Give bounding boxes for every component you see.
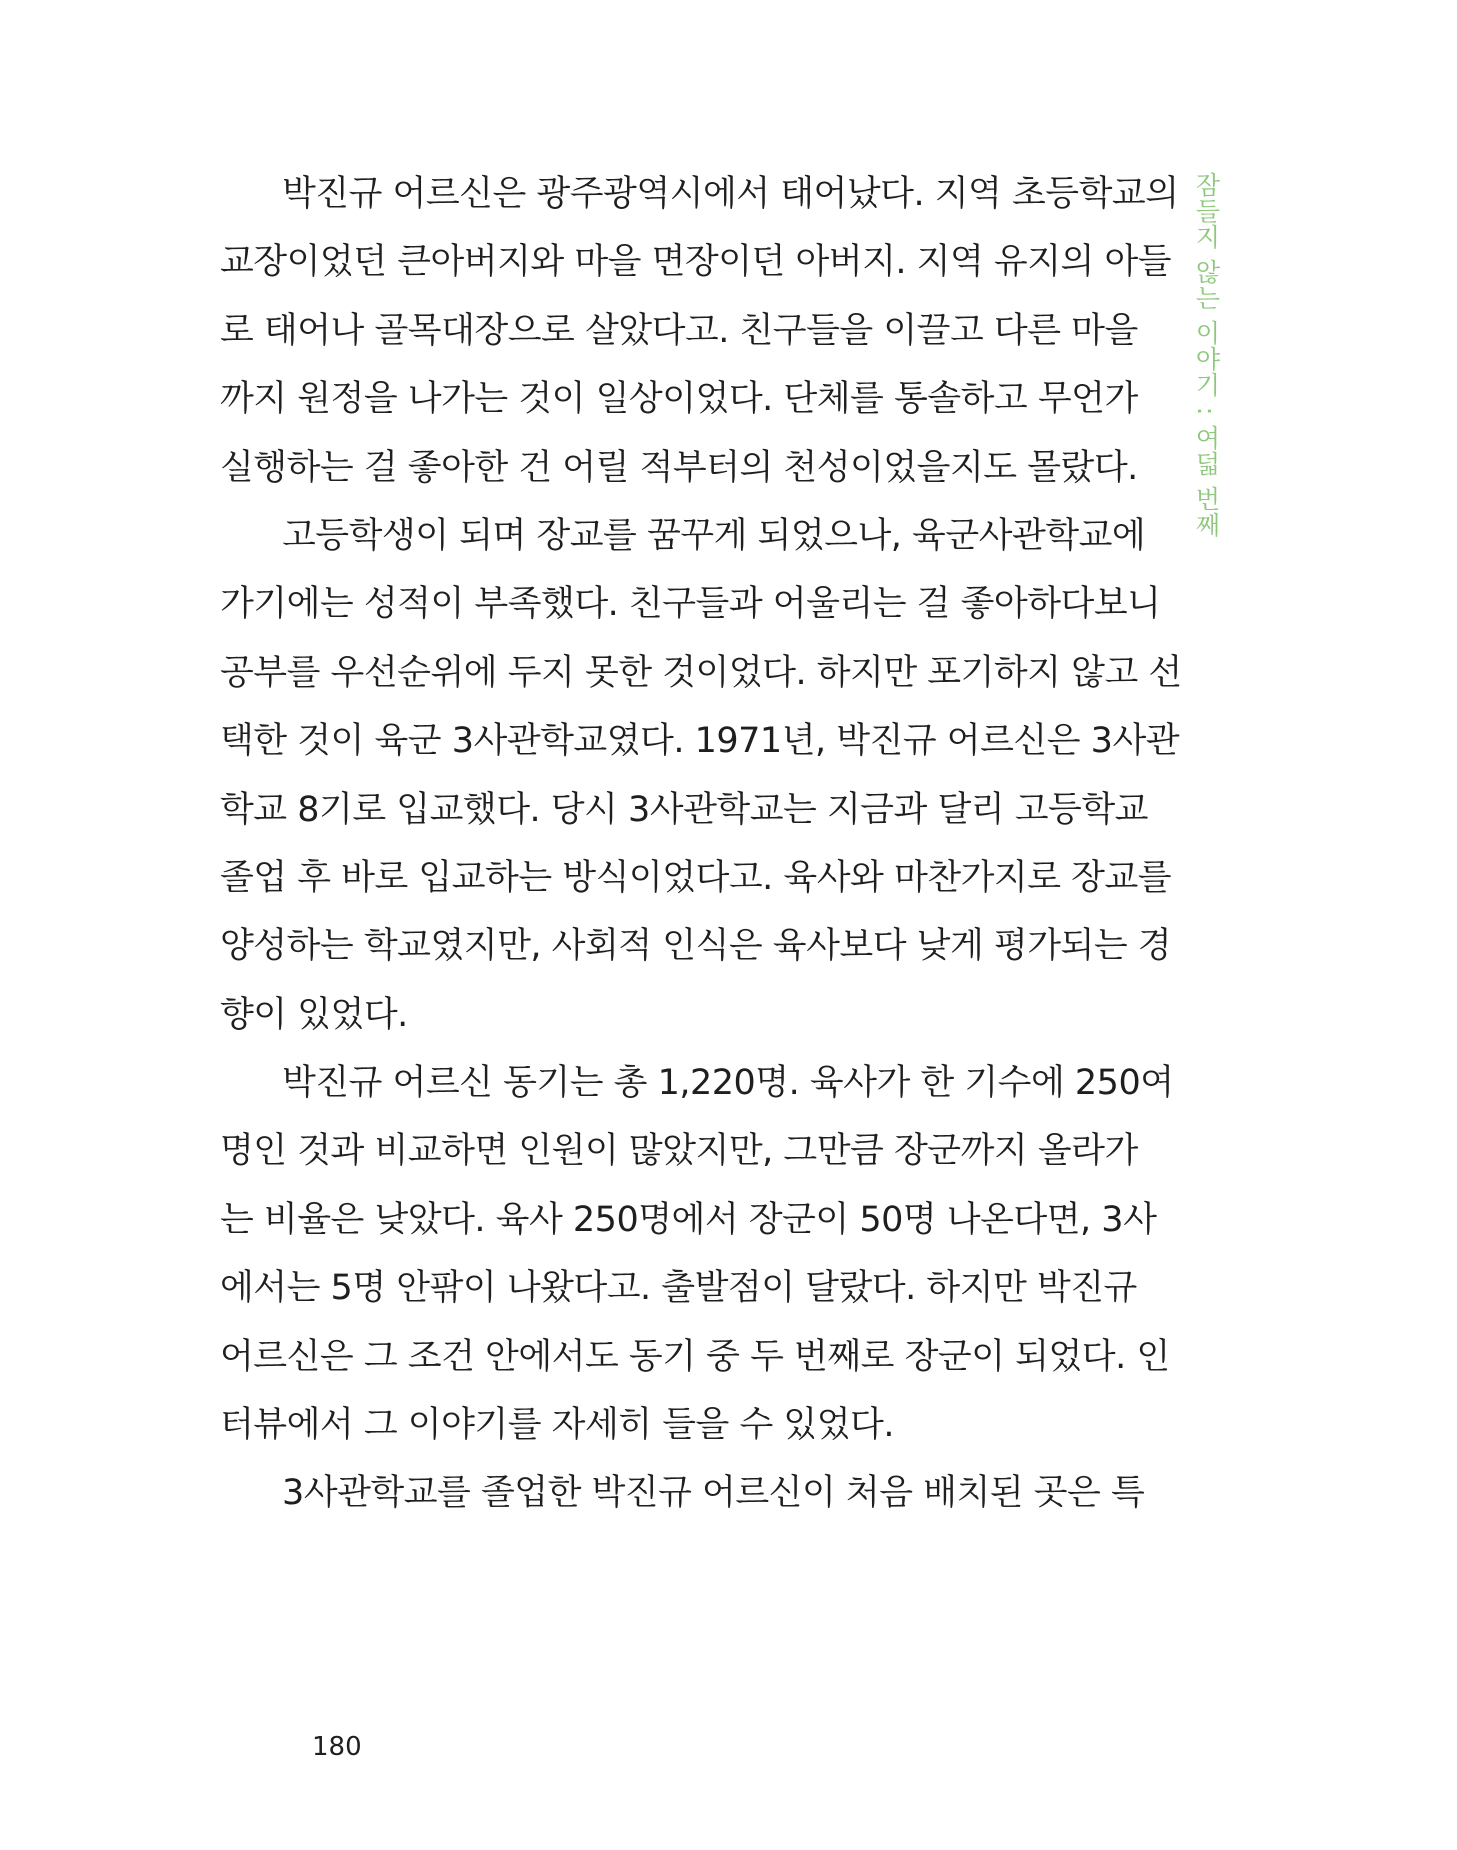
text-line: 로 태어나 골목대장으로 살았다고. 친구들을 이끌고 다른 마을	[220, 310, 1138, 351]
text-line: 까지 원정을 나가는 것이 일상이었다. 단체를 통솔하고 무언가	[220, 379, 1138, 420]
page-number: 180	[312, 1732, 362, 1762]
text-line: 명인 것과 비교하면 인원이 많았지만, 그만큼 장군까지 올라가	[220, 1131, 1138, 1172]
text-line: 가기에는 성적이 부족했다. 친구들과 어울리는 걸 좋아하다보니	[220, 584, 1161, 625]
text-line: 향이 있었다.	[220, 994, 408, 1035]
text-line: 3사관학교를 졸업한 박진규 어르신이 처음 배치된 곳은 특	[282, 1473, 1145, 1514]
text-line: 에서는 5명 안팎이 나왔다고. 출발점이 달랐다. 하지만 박진규	[220, 1268, 1137, 1309]
body-text	[220, 160, 1182, 1528]
text-line: 는 비율은 낮았다. 육사 250명에서 장군이 50명 나온다면, 3사	[220, 1199, 1157, 1240]
text-line: 어르신은 그 조건 안에서도 동기 중 두 번째로 장군이 되었다. 인	[220, 1336, 1170, 1377]
text-line: 실행하는 걸 좋아한 건 어릴 적부터의 천성이었을지도 몰랐다.	[220, 447, 1138, 488]
text-line: 고등학생이 되며 장교를 꿈꾸게 되었으나, 육군사관학교에	[282, 515, 1146, 556]
text-line: 택한 것이 육군 3사관학교였다. 1971년, 박진규 어르신은 3사관	[220, 721, 1180, 762]
text-line: 공부를 우선순위에 두지 못한 것이었다. 하지만 포기하지 않고 선	[220, 652, 1182, 693]
text-line: 박진규 어르신 동기는 총 1,220명. 육사가 한 기수에 250여	[282, 1063, 1174, 1104]
text-line: 학교 8기로 입교했다. 당시 3사관학교는 지금과 달리 고등학교	[220, 789, 1148, 830]
text-line: 졸업 후 바로 입교하는 방식이었다고. 육사와 마찬가지로 장교를	[220, 857, 1172, 898]
text-line: 터뷰에서 그 이야기를 자세히 들을 수 있었다.	[220, 1405, 894, 1446]
text-line: 교장이었던 큰아버지와 마을 면장이던 아버지. 지역 유지의 아들	[220, 242, 1172, 283]
text-line: 양성하는 학교였지만, 사회적 인식은 육사보다 낮게 평가되는 경	[220, 926, 1172, 967]
text-line: 박진규 어르신은 광주광역시에서 태어났다. 지역 초등학교의	[282, 174, 1179, 214]
running-head: 잠들지 않는 이야기 : 여덟 번째	[1192, 172, 1221, 539]
